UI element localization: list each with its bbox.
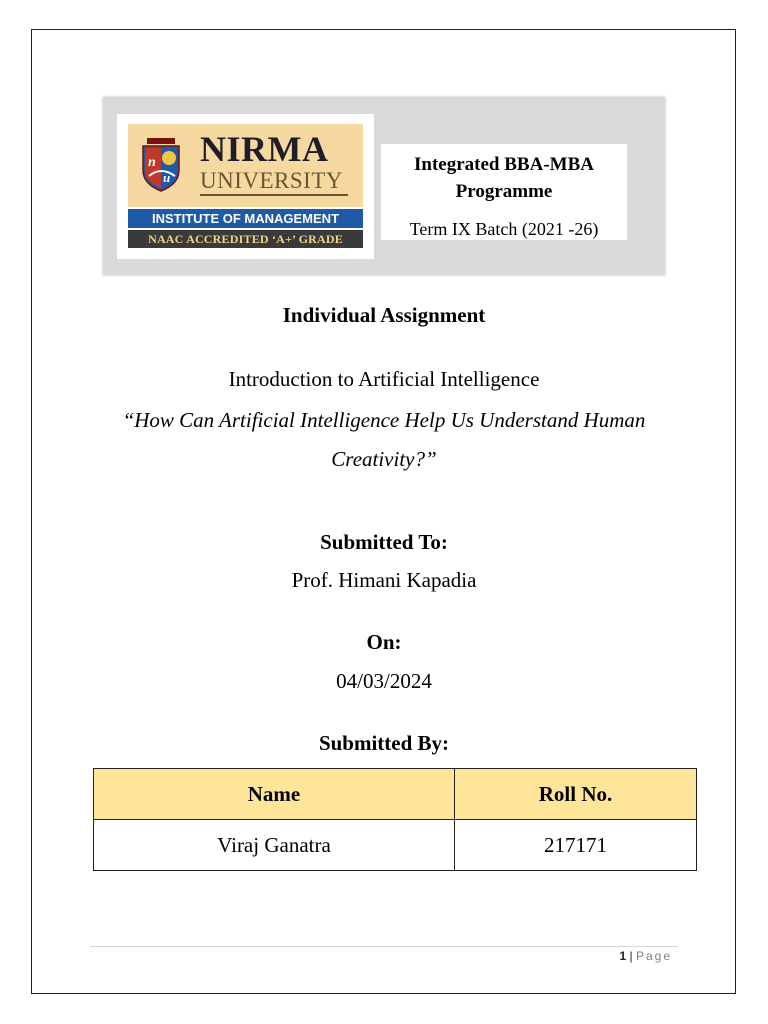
date-value: 04/03/2024 <box>336 669 432 693</box>
logo-institute-band: INSTITUTE OF MANAGEMENT <box>128 209 363 228</box>
university-emblem-icon <box>141 136 181 192</box>
assignment-question: “How Can Artificial Intelligence Help Us Understand Human Creativity?” <box>122 408 646 471</box>
course-title: Introduction to Artificial Intelligence <box>228 367 540 391</box>
logo-top-panel <box>128 124 363 207</box>
header-banner <box>103 97 665 275</box>
footer-divider <box>90 946 678 947</box>
page-word: Page <box>635 949 672 963</box>
table-row <box>94 820 697 871</box>
page-footer <box>560 948 672 964</box>
page-number: 1 <box>619 949 627 963</box>
footer-separator: | <box>629 949 633 963</box>
table-header-row <box>94 769 697 820</box>
column-header-roll-no: Roll No. <box>455 769 697 820</box>
logo-accreditation-band: NAAC ACCREDITED ‘A+’ GRADE <box>128 230 363 248</box>
logo-brand-sub: UNIVERSITY <box>200 168 343 193</box>
submitted-by-label: Submitted By: <box>318 731 450 755</box>
logo-divider <box>200 194 348 196</box>
submitted-to-value: Prof. Himani Kapadia <box>291 568 477 592</box>
svg-text:u: u <box>163 170 171 185</box>
student-table <box>93 768 697 871</box>
logo-brand-name: NIRMA <box>200 129 329 169</box>
program-term-batch: Term IX Batch (2021 -26) <box>409 219 599 239</box>
university-logo <box>117 114 374 259</box>
assignment-type: Individual Assignment <box>282 303 486 327</box>
student-roll-cell: 217171 <box>455 820 697 871</box>
svg-text:n: n <box>148 155 156 170</box>
program-info <box>381 144 627 240</box>
date-label: On: <box>366 630 402 654</box>
submitted-to-label: Submitted To: <box>320 530 448 554</box>
program-subtitle: Programme <box>455 181 553 202</box>
column-header-name: Name <box>94 769 455 820</box>
program-title: Integrated BBA-MBA <box>414 154 594 175</box>
student-name-cell: Viraj Ganatra <box>94 820 455 871</box>
